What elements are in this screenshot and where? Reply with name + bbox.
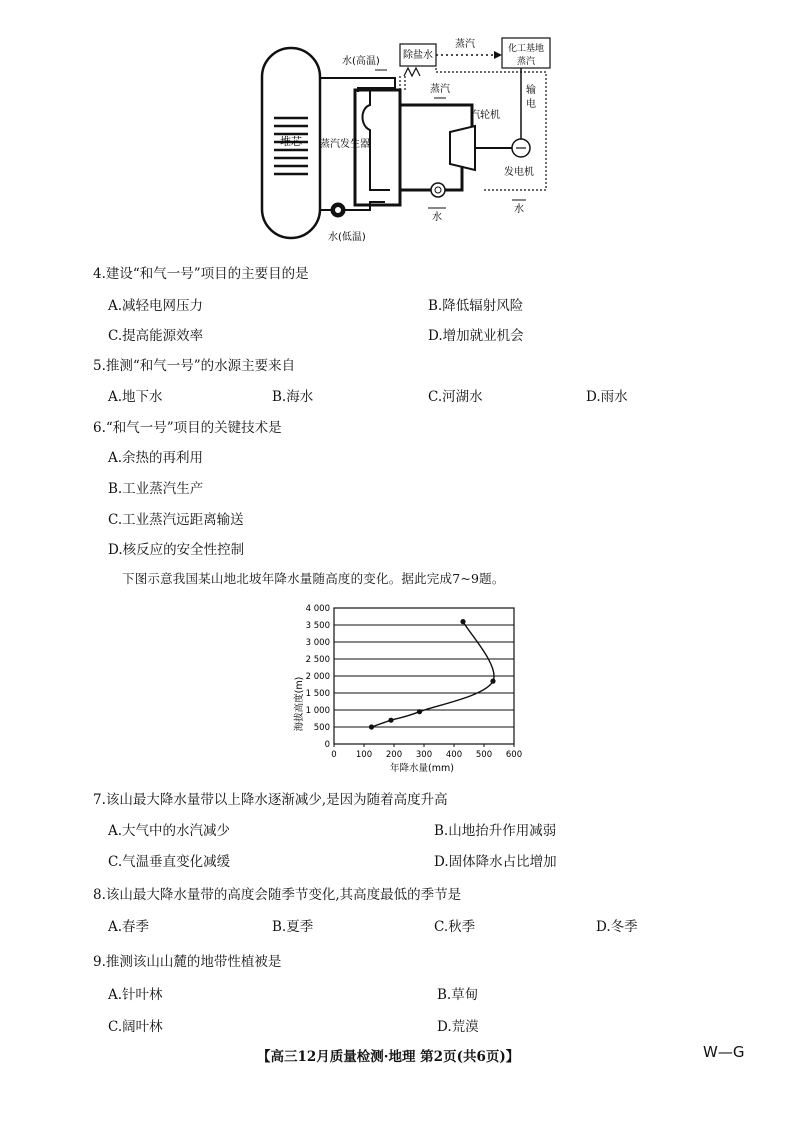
chemical-base-label: 化工基地 [507,44,545,54]
question-7-stem: 7.该山最大降水量带以上降水逐渐减少,是因为随着高度升高 [93,792,448,808]
x-tick-label: 0 [331,750,337,760]
question-6-stem: 6.“和气一号”项目的关键技术是 [93,420,282,436]
condensate-pipe [400,166,462,190]
steam-generator-label: 蒸汽发生器 [320,139,370,150]
question-4-option-b[interactable]: B.降低辐射风险 [428,298,524,314]
y-tick-label: 500 [313,723,330,733]
x-tick-label: 600 [505,750,523,760]
paper-code: W—G [703,1043,745,1061]
steam-top-label: 蒸汽 [455,39,475,50]
y-tick-label: 2 000 [305,672,330,682]
question-5-option-c[interactable]: C.河湖水 [428,389,483,405]
question-4-stem: 4.建设“和气一号”项目的主要目的是 [93,266,309,282]
desalination-label: 除盐水 [403,50,433,61]
water-high-label: 水(高温) [342,56,380,67]
data-point [460,619,465,624]
core-label: 堆芯 [280,135,302,148]
question-4-option-a[interactable]: A.减轻电网压力 [108,298,204,314]
water-low-label: 水(低温) [328,232,366,243]
question-7-option-c[interactable]: C.气温垂直变化减缓 [108,854,231,870]
data-point [417,709,422,714]
question-8-option-b[interactable]: B.夏季 [272,919,314,935]
question-9-option-a[interactable]: A.针叶林 [108,987,163,1003]
chart-intro-text: 下图示意我国某山地北坡年降水量随高度的变化。据此完成7~9题。 [122,571,505,586]
turbine [450,126,475,170]
question-5-stem: 5.推测“和气一号”的水源主要来自 [93,358,296,374]
question-9-stem: 9.推测该山山麓的地带性植被是 [93,954,282,970]
y-tick-label: 1 500 [305,689,330,699]
x-tick-labels [331,744,522,760]
main-steam-pipe [400,105,472,130]
question-5-option-b[interactable]: B.海水 [272,389,314,405]
water-right-label: 水 [514,204,524,215]
turbine-label: 汽轮机 [470,110,500,121]
transmission-label-2: 电 [526,99,536,110]
question-9-option-c[interactable]: C.阔叶林 [108,1019,163,1035]
water-pump-label: 水 [432,212,442,223]
question-6-option-c[interactable]: C.工业蒸汽远距离输送 [108,512,244,528]
question-9-option-d[interactable]: D.荒漠 [437,1019,479,1035]
precipitation-curve [372,622,495,727]
x-tick-label: 100 [355,750,373,760]
y-tick-label: 2 500 [305,655,330,665]
desalination-heater [404,68,420,76]
question-5-option-d[interactable]: D.雨水 [586,389,628,405]
x-tick-label: 500 [475,750,493,760]
question-5-option-a[interactable]: A.地下水 [108,389,163,405]
question-7-option-d[interactable]: D.固体降水占比增加 [434,854,557,870]
x-axis-label: 年降水量(mm) [390,763,454,774]
data-points [369,619,496,730]
x-tick-label: 200 [385,750,403,760]
question-7-option-a[interactable]: A.大气中的水汽减少 [108,823,231,839]
chemical-base-steam: 蒸汽 [516,57,536,67]
chart-grid [334,608,514,744]
transmission-label-1: 输 [526,85,536,96]
precipitation-altitude-chart [290,596,540,776]
y-tick-label: 3 500 [305,621,330,631]
question-7-option-b[interactable]: B.山地抬升作用减弱 [434,823,557,839]
question-6-option-a[interactable]: A.余热的再利用 [108,450,204,466]
generator-label: 发电机 [504,167,534,178]
y-tick-label: 4 000 [305,604,330,614]
x-tick-label: 400 [445,750,463,760]
question-9-option-b[interactable]: B.草甸 [437,987,479,1003]
y-tick-label: 1 000 [305,706,330,716]
y-tick-labels [306,604,330,750]
question-8-option-c[interactable]: C.秋季 [434,919,476,935]
data-point [490,679,495,684]
x-tick-label: 300 [415,750,433,760]
y-tick-label: 0 [324,740,330,750]
y-tick-label: 3 000 [305,638,330,648]
y-axis-label: 海拔高度(m) [294,676,305,732]
nuclear-heating-diagram [250,30,560,255]
question-6-option-d[interactable]: D.核反应的安全性控制 [108,542,245,558]
data-point [369,724,374,729]
question-4-option-c[interactable]: C.提高能源效率 [108,328,204,344]
question-4-option-d[interactable]: D.增加就业机会 [428,328,524,344]
question-8-stem: 8.该山最大降水量带的高度会随季节变化,其高度最低的季节是 [93,887,462,903]
question-6-option-b[interactable]: B.工业蒸汽生产 [108,481,204,497]
question-8-option-a[interactable]: A.春季 [108,919,150,935]
data-point [388,718,393,723]
page-footer: 【高三12月质量检测·地理 第2页(共6页)】 [257,1049,520,1065]
question-8-option-d[interactable]: D.冬季 [596,919,638,935]
steam-mid-label: 蒸汽 [430,84,450,95]
